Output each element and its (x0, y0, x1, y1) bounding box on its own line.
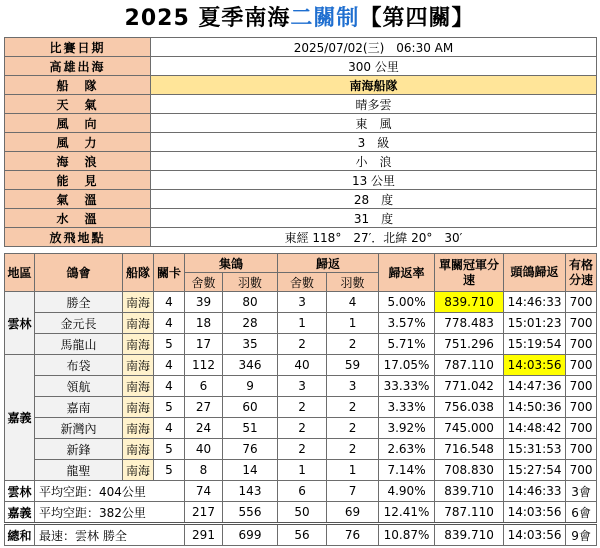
summary-returned-lofts: 56 (278, 524, 327, 546)
summary-returned-birds: 76 (327, 524, 379, 546)
table-row (5, 313, 597, 334)
returned-birds-cell: 2 (327, 334, 379, 355)
club-cell: 嘉南 (35, 397, 123, 418)
info-value: 東經 118° 27′．北緯 20° 30′ (151, 228, 597, 247)
rate-cell: 33.33% (379, 376, 435, 397)
race-info-table (4, 37, 597, 247)
summary-note: 平均空距：404公里 (35, 481, 185, 502)
gathered-birds-cell: 60 (223, 397, 278, 418)
header-region: 地區 (5, 254, 35, 292)
club-cell: 新灣內 (35, 418, 123, 439)
table-row (5, 376, 597, 397)
subheader-lofts: 舍數 (185, 273, 223, 292)
rate-cell: 2.63% (379, 439, 435, 460)
first-return-cell: 14:46:33 (504, 292, 566, 313)
returned-birds-cell: 2 (327, 397, 379, 418)
returned-lofts-cell: 2 (278, 439, 327, 460)
info-label: 風 力 (5, 133, 151, 152)
club-cell: 布袋 (35, 355, 123, 376)
gathered-birds-cell: 28 (223, 313, 278, 334)
rate-cell: 3.33% (379, 397, 435, 418)
title-highlight: 二關制 (290, 6, 360, 31)
table-row (5, 292, 597, 313)
summary-note: 平均空距：382公里 (35, 502, 185, 524)
returned-lofts-cell: 2 (278, 334, 327, 355)
summary-gathered-birds: 556 (223, 502, 278, 524)
stage-cell: 5 (154, 334, 185, 355)
page-title (4, 2, 595, 36)
summary-first-return: 14:03:56 (504, 502, 566, 524)
info-value: 28 度 (151, 190, 597, 209)
info-value: 2025/07/02(三) 06:30 AM (151, 38, 597, 57)
region-cell: 雲林 (5, 292, 35, 355)
boat-cell: 南海 (123, 439, 154, 460)
gathered-lofts-cell: 112 (185, 355, 223, 376)
info-label: 天 氣 (5, 95, 151, 114)
club-cell: 馬龍山 (35, 334, 123, 355)
info-row (5, 76, 597, 95)
info-label: 氣 溫 (5, 190, 151, 209)
subheader-birds: 羽數 (327, 273, 379, 292)
header-boat: 船隊 (123, 254, 154, 292)
table-row (5, 460, 597, 481)
summary-gathered-lofts: 217 (185, 502, 223, 524)
summary-row (5, 502, 597, 524)
summary-gathered-lofts: 74 (185, 481, 223, 502)
boat-cell: 南海 (123, 292, 154, 313)
returned-birds-cell: 1 (327, 460, 379, 481)
boat-cell: 南海 (123, 355, 154, 376)
summary-gathered-birds: 699 (223, 524, 278, 546)
gathered-lofts-cell: 40 (185, 439, 223, 460)
gathered-birds-cell: 14 (223, 460, 278, 481)
subheader-lofts: 舍數 (278, 273, 327, 292)
results-table (4, 253, 597, 546)
title-suffix: 【第四關】 (359, 6, 475, 31)
gathered-birds-cell: 51 (223, 418, 278, 439)
info-label: 高雄出海 (5, 57, 151, 76)
summary-speed: 839.710 (435, 524, 504, 546)
qualified-cell: 700 (566, 292, 597, 313)
qualified-cell: 700 (566, 376, 597, 397)
speed-cell: 771.042 (435, 376, 504, 397)
returned-lofts-cell: 3 (278, 376, 327, 397)
summary-region: 總和 (5, 524, 35, 546)
returned-lofts-cell: 1 (278, 313, 327, 334)
info-row (5, 190, 597, 209)
info-value: 南海船隊 (151, 76, 597, 95)
summary-first-return: 14:03:56 (504, 524, 566, 546)
stage-cell: 4 (154, 376, 185, 397)
speed-cell: 745.000 (435, 418, 504, 439)
gathered-lofts-cell: 6 (185, 376, 223, 397)
gathered-birds-cell: 76 (223, 439, 278, 460)
summary-region: 嘉義 (5, 502, 35, 524)
stage-cell: 4 (154, 292, 185, 313)
club-cell: 金元長 (35, 313, 123, 334)
first-return-cell: 14:47:36 (504, 376, 566, 397)
info-row (5, 133, 597, 152)
first-return-cell: 15:19:54 (504, 334, 566, 355)
info-label: 水 溫 (5, 209, 151, 228)
returned-lofts-cell: 1 (278, 460, 327, 481)
rate-cell: 7.14% (379, 460, 435, 481)
table-row (5, 334, 597, 355)
first-return-cell: 15:01:23 (504, 313, 566, 334)
club-cell: 勝全 (35, 292, 123, 313)
summary-returned-lofts: 50 (278, 502, 327, 524)
header-row (5, 254, 597, 273)
stage-cell: 4 (154, 355, 185, 376)
info-label: 放飛地點 (5, 228, 151, 247)
info-label: 能 見 (5, 171, 151, 190)
gathered-birds-cell: 9 (223, 376, 278, 397)
info-row (5, 57, 597, 76)
info-row (5, 114, 597, 133)
stage-cell: 5 (154, 460, 185, 481)
info-value: 晴多雲 (151, 95, 597, 114)
info-label: 海 浪 (5, 152, 151, 171)
gathered-lofts-cell: 39 (185, 292, 223, 313)
stage-cell: 4 (154, 313, 185, 334)
summary-region: 雲林 (5, 481, 35, 502)
returned-birds-cell: 59 (327, 355, 379, 376)
qualified-cell: 700 (566, 313, 597, 334)
info-label: 比賽日期 (5, 38, 151, 57)
stage-cell: 4 (154, 418, 185, 439)
summary-speed: 787.110 (435, 502, 504, 524)
summary-gathered-lofts: 291 (185, 524, 223, 546)
returned-lofts-cell: 2 (278, 418, 327, 439)
summary-row (5, 524, 597, 546)
table-row (5, 418, 597, 439)
first-return-cell: 14:50:36 (504, 397, 566, 418)
rate-cell: 5.71% (379, 334, 435, 355)
info-row (5, 152, 597, 171)
qualified-cell: 700 (566, 334, 597, 355)
summary-speed: 839.710 (435, 481, 504, 502)
returned-birds-cell: 1 (327, 313, 379, 334)
gathered-lofts-cell: 8 (185, 460, 223, 481)
first-return-cell: 14:03:56 (504, 355, 566, 376)
speed-cell: 778.483 (435, 313, 504, 334)
header-stage: 關卡 (154, 254, 185, 292)
gathered-birds-cell: 80 (223, 292, 278, 313)
summary-row (5, 481, 597, 502)
info-value: 小 浪 (151, 152, 597, 171)
gathered-lofts-cell: 17 (185, 334, 223, 355)
table-row (5, 439, 597, 460)
qualified-cell: 700 (566, 397, 597, 418)
summary-gathered-birds: 143 (223, 481, 278, 502)
rate-cell: 3.57% (379, 313, 435, 334)
returned-birds-cell: 2 (327, 439, 379, 460)
boat-cell: 南海 (123, 460, 154, 481)
summary-count: 6會 (566, 502, 597, 524)
summary-returned-birds: 69 (327, 502, 379, 524)
summary-rate: 4.90% (379, 481, 435, 502)
boat-cell: 南海 (123, 376, 154, 397)
header-club: 鴿會 (35, 254, 123, 292)
header-speed: 單關冠軍分速 (435, 254, 504, 292)
qualified-cell: 700 (566, 418, 597, 439)
rate-cell: 5.00% (379, 292, 435, 313)
header-qualified: 有格分速 (566, 254, 597, 292)
info-value: 300 公里 (151, 57, 597, 76)
qualified-cell: 700 (566, 439, 597, 460)
speed-cell: 839.710 (435, 292, 504, 313)
summary-count: 9會 (566, 524, 597, 546)
returned-lofts-cell: 2 (278, 397, 327, 418)
first-return-cell: 15:31:53 (504, 439, 566, 460)
info-label: 風 向 (5, 114, 151, 133)
title-prefix: 2025 夏季南海 (124, 6, 291, 31)
returned-birds-cell: 3 (327, 376, 379, 397)
subheader-birds: 羽數 (223, 273, 278, 292)
rate-cell: 17.05% (379, 355, 435, 376)
returned-birds-cell: 2 (327, 418, 379, 439)
speed-cell: 708.830 (435, 460, 504, 481)
qualified-cell: 700 (566, 355, 597, 376)
table-row (5, 355, 597, 376)
rate-cell: 3.92% (379, 418, 435, 439)
summary-returned-lofts: 6 (278, 481, 327, 502)
info-label: 船 隊 (5, 76, 151, 95)
summary-returned-birds: 7 (327, 481, 379, 502)
stage-cell: 5 (154, 439, 185, 460)
club-cell: 領航 (35, 376, 123, 397)
qualified-cell: 700 (566, 460, 597, 481)
summary-first-return: 14:46:33 (504, 481, 566, 502)
summary-count: 3會 (566, 481, 597, 502)
summary-note: 最速：雲林 勝全 (35, 524, 185, 546)
gathered-birds-cell: 35 (223, 334, 278, 355)
info-value: 13 公里 (151, 171, 597, 190)
summary-rate: 12.41% (379, 502, 435, 524)
gathered-lofts-cell: 18 (185, 313, 223, 334)
speed-cell: 751.296 (435, 334, 504, 355)
stage-cell: 5 (154, 397, 185, 418)
boat-cell: 南海 (123, 418, 154, 439)
club-cell: 龍聖 (35, 460, 123, 481)
info-row (5, 228, 597, 247)
first-return-cell: 15:27:54 (504, 460, 566, 481)
club-cell: 新鋒 (35, 439, 123, 460)
header-first: 頭鴿歸返 (504, 254, 566, 292)
boat-cell: 南海 (123, 313, 154, 334)
speed-cell: 756.038 (435, 397, 504, 418)
info-row (5, 38, 597, 57)
info-value: 3 級 (151, 133, 597, 152)
gathered-lofts-cell: 24 (185, 418, 223, 439)
boat-cell: 南海 (123, 397, 154, 418)
speed-cell: 716.548 (435, 439, 504, 460)
info-value: 東 風 (151, 114, 597, 133)
header-returned: 歸返 (278, 254, 379, 273)
header-gathered: 集鴿 (185, 254, 278, 273)
info-row (5, 209, 597, 228)
returned-lofts-cell: 40 (278, 355, 327, 376)
info-value: 31 度 (151, 209, 597, 228)
returned-birds-cell: 4 (327, 292, 379, 313)
table-row (5, 397, 597, 418)
boat-cell: 南海 (123, 334, 154, 355)
info-row (5, 95, 597, 114)
info-row (5, 171, 597, 190)
returned-lofts-cell: 3 (278, 292, 327, 313)
speed-cell: 787.110 (435, 355, 504, 376)
summary-rate: 10.87% (379, 524, 435, 546)
first-return-cell: 14:48:42 (504, 418, 566, 439)
gathered-birds-cell: 346 (223, 355, 278, 376)
header-rate: 歸返率 (379, 254, 435, 292)
region-cell: 嘉義 (5, 355, 35, 481)
gathered-lofts-cell: 27 (185, 397, 223, 418)
